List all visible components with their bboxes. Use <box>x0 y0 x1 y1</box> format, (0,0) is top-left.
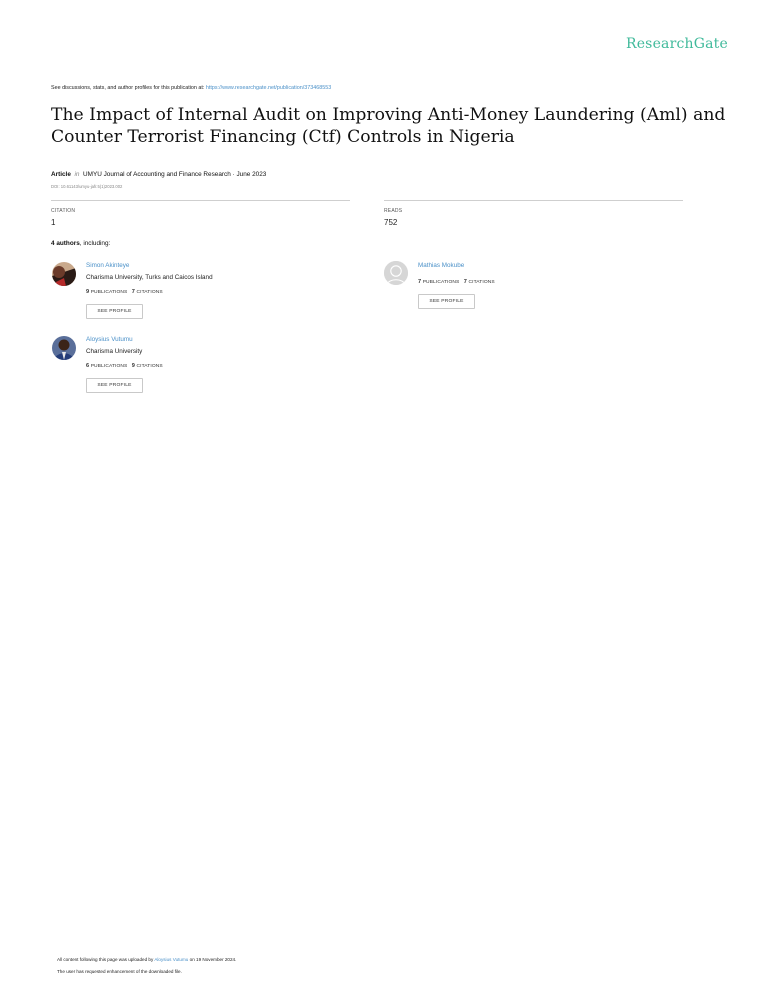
author-avatar-aloysius-vutumu[interactable] <box>52 336 76 360</box>
divider-citation <box>51 200 350 201</box>
reads-label: READS <box>384 208 403 214</box>
author-name-simon-akinteye[interactable]: Simon Akinteye <box>86 262 130 269</box>
uploader-link[interactable]: Aloysius Vutumu <box>154 957 189 962</box>
discussion-note <box>51 85 331 91</box>
citations-label: CITATIONS <box>136 290 163 295</box>
avatar-photo-icon <box>52 262 76 286</box>
authors-count: 4 authors <box>51 240 80 247</box>
author-stats <box>86 363 163 369</box>
discussion-note-text: See discussions, stats, and author profiles for this publication at: <box>51 85 205 91</box>
citations-label: CITATIONS <box>136 364 163 369</box>
author-avatar-mathias-mokube[interactable] <box>384 261 408 285</box>
publications-label: PUBLICATIONS <box>422 280 460 285</box>
upload-note <box>57 957 236 962</box>
avatar-photo-icon <box>52 336 76 360</box>
citations-count: 9 <box>131 363 136 369</box>
enhancement-note: The user has requested enhancement of the downloaded file. <box>57 969 182 974</box>
publication-url-link[interactable]: https://www.researchgate.net/publication/373468553 <box>205 85 332 91</box>
publication-title: The Impact of Internal Audit on Improving Anti-Money Laundering (Aml) and Counter Terrorist Financing (Ctf) Controls in Nigeria <box>51 105 726 147</box>
publication-type: Article <box>51 171 71 178</box>
publications-label: PUBLICATIONS <box>90 290 128 295</box>
reads-count: 752 <box>384 218 398 227</box>
author-name-aloysius-vutumu[interactable]: Aloysius Vutumu <box>86 336 133 343</box>
researchgate-logo[interactable]: ResearchGate <box>625 36 728 52</box>
author-affiliation[interactable]: Charisma University, Turks and Caicos Island <box>86 274 213 281</box>
citation-label: CITATION <box>51 208 76 214</box>
author-stats <box>86 289 163 295</box>
publications-count: 7 <box>418 279 422 285</box>
citations-label: CITATIONS <box>468 280 495 285</box>
see-profile-button[interactable]: SEE PROFILE <box>86 378 143 393</box>
citations-count: 7 <box>463 279 468 285</box>
publications-count: 6 <box>86 363 90 369</box>
default-avatar-icon <box>384 261 408 285</box>
author-avatar-simon-akinteye[interactable] <box>52 262 76 286</box>
publication-in-word: in <box>74 171 80 178</box>
divider-reads <box>384 200 683 201</box>
authors-suffix: , including: <box>79 240 111 247</box>
upload-suffix: on 19 November 2024. <box>189 957 237 962</box>
author-affiliation[interactable]: Charisma University <box>86 348 143 355</box>
journal-name-date[interactable]: UMYU Journal of Accounting and Finance Research · June 2023 <box>83 171 267 178</box>
publications-count: 9 <box>86 289 90 295</box>
citation-count: 1 <box>51 218 56 227</box>
citations-count: 7 <box>131 289 136 295</box>
authors-heading <box>51 240 110 247</box>
publication-meta <box>51 171 266 178</box>
upload-prefix: All content following this page was uploaded by <box>57 957 154 962</box>
see-profile-button[interactable]: SEE PROFILE <box>418 294 475 309</box>
author-name-mathias-mokube[interactable]: Mathias Mokube <box>418 262 465 269</box>
publications-label: PUBLICATIONS <box>90 364 128 369</box>
author-stats <box>418 279 495 285</box>
see-profile-button[interactable]: SEE PROFILE <box>86 304 143 319</box>
publication-doi[interactable]: DOI: 10.61143/umyu-jafr.5(1)2023.002 <box>51 184 123 189</box>
